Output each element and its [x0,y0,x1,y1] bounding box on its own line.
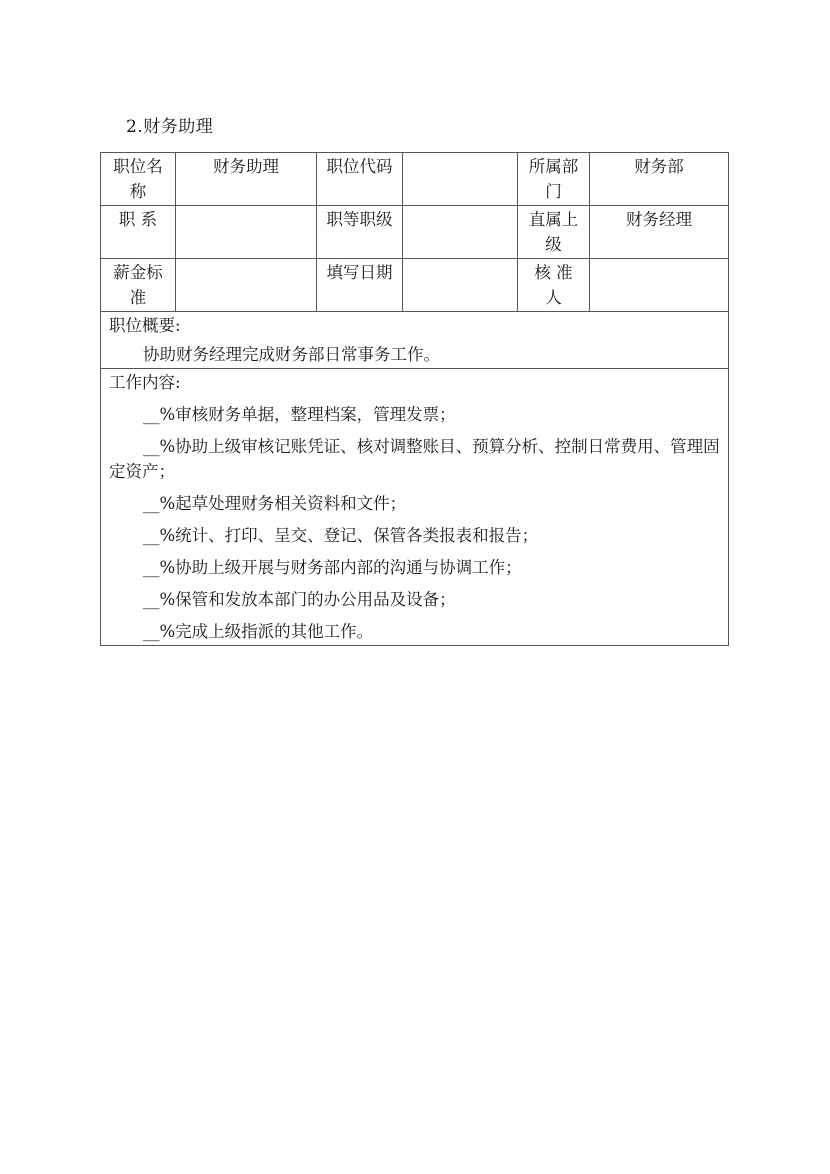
table-row [101,153,729,206]
direct-supervisor-value: 财务经理 [590,206,729,259]
position-code-label: 职位代码 [317,153,403,206]
duty-item: __%统计、打印、呈交、登记、保管各类报表和报告； [143,526,539,545]
table-row [101,369,729,646]
fill-date-value [403,259,518,312]
job-grade-value [403,206,518,259]
job-grade-label: 职等职级 [317,206,403,259]
position-code-value [403,153,518,206]
department-label: 所属部门 [518,153,590,206]
job-description-table [100,152,729,646]
duty-item: __%起草处理财务相关资料和文件； [143,494,407,513]
job-duties-heading: 工作内容: [109,373,181,392]
duty-item: __%完成上级指派的其他工作。 [143,622,374,641]
direct-supervisor-label: 直属上级 [518,206,590,259]
table-row [101,259,729,312]
approver-value [590,259,729,312]
salary-standard-value [176,259,317,312]
position-summary-cell [101,312,729,369]
position-summary-text: 协助财务经理完成财务部日常事务工作。 [143,345,440,364]
salary-standard-label: 薪金标准 [101,259,176,312]
position-summary-heading: 职位概要: [109,316,181,335]
position-name-label: 职位名称 [101,153,176,206]
duty-item: __%协助上级开展与财务部内部的沟通与协调工作； [143,558,522,577]
position-name-value: 财务助理 [176,153,317,206]
duty-item: __%保管和发放本部门的办公用品及设备； [143,590,456,609]
section-title: 2.财务助理 [126,117,214,137]
table-row [101,206,729,259]
table-row [101,312,729,369]
duty-item: __%协助上级审核记账凭证、核对调整账目、预算分析、控制日常费用、管理固定资产； [109,437,720,481]
fill-date-label: 填写日期 [317,259,403,312]
department-value: 财务部 [590,153,729,206]
approver-label: 核 准 人 [518,259,590,312]
job-duties-cell [101,369,729,646]
job-series-label: 职 系 [101,206,176,259]
job-series-value [176,206,317,259]
duty-item: __%审核财务单据，整理档案，管理发票； [143,405,456,424]
